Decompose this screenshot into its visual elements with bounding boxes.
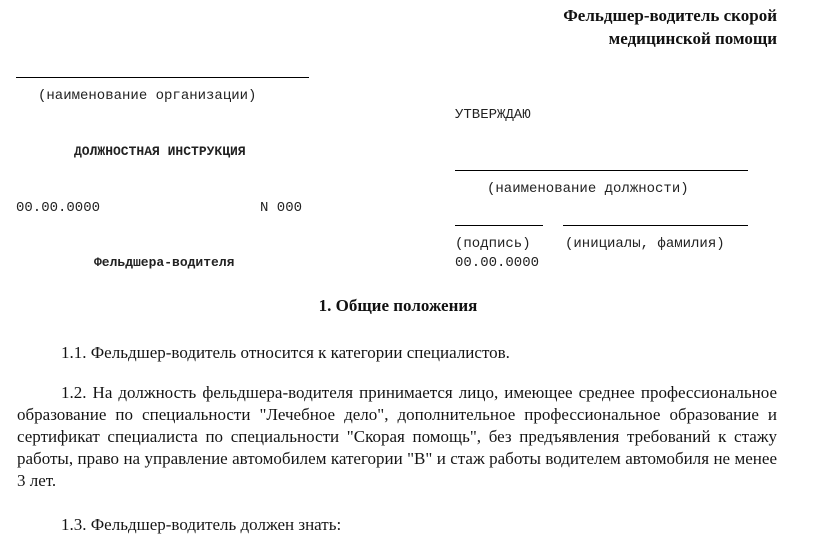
approve-label: УТВЕРЖДАЮ [455, 107, 531, 123]
header-line-1: Фельдшер-водитель скорой [563, 6, 777, 25]
organization-caption: (наименование организации) [38, 88, 257, 104]
paragraph-1-2: 1.2. На должность фельдшера-водителя принимается лицо, имеющее среднее профессиональное образование по специальности "Лечебное дело", дополнительное профессиональное образование и сертификат специалиста по специальности "Скорая помощь", без предъявления требований к стажу работы, право на управление автомобилем категории "В" и стаж работы водителем автомобиля не менее 3 лет. [17, 383, 777, 490]
header-line-2: медицинской помощи [608, 29, 777, 48]
name-line [563, 225, 748, 226]
paragraph-1-1: 1.1. Фельдшер-водитель относится к категории специалистов. [61, 343, 510, 362]
name-caption: (инициалы, фамилия) [565, 236, 725, 252]
document-header [563, 4, 777, 50]
organization-line [16, 77, 309, 78]
paragraph-1-3: 1.3. Фельдшер-водитель должен знать: [61, 515, 342, 534]
position-line [455, 170, 748, 171]
position-name: Фельдшера-водителя [94, 255, 235, 270]
document-number: N 000 [260, 200, 303, 216]
section-title: 1. Общие положения [318, 296, 478, 315]
signature-caption: (подпись) [455, 236, 531, 252]
position-caption: (наименование должности) [487, 181, 689, 197]
document-type: ДОЛЖНОСТНАЯ ИНСТРУКЦИЯ [74, 144, 246, 159]
document-date: 00.00.0000 [16, 200, 101, 216]
approve-date: 00.00.0000 [455, 255, 540, 271]
signature-line [455, 225, 543, 226]
